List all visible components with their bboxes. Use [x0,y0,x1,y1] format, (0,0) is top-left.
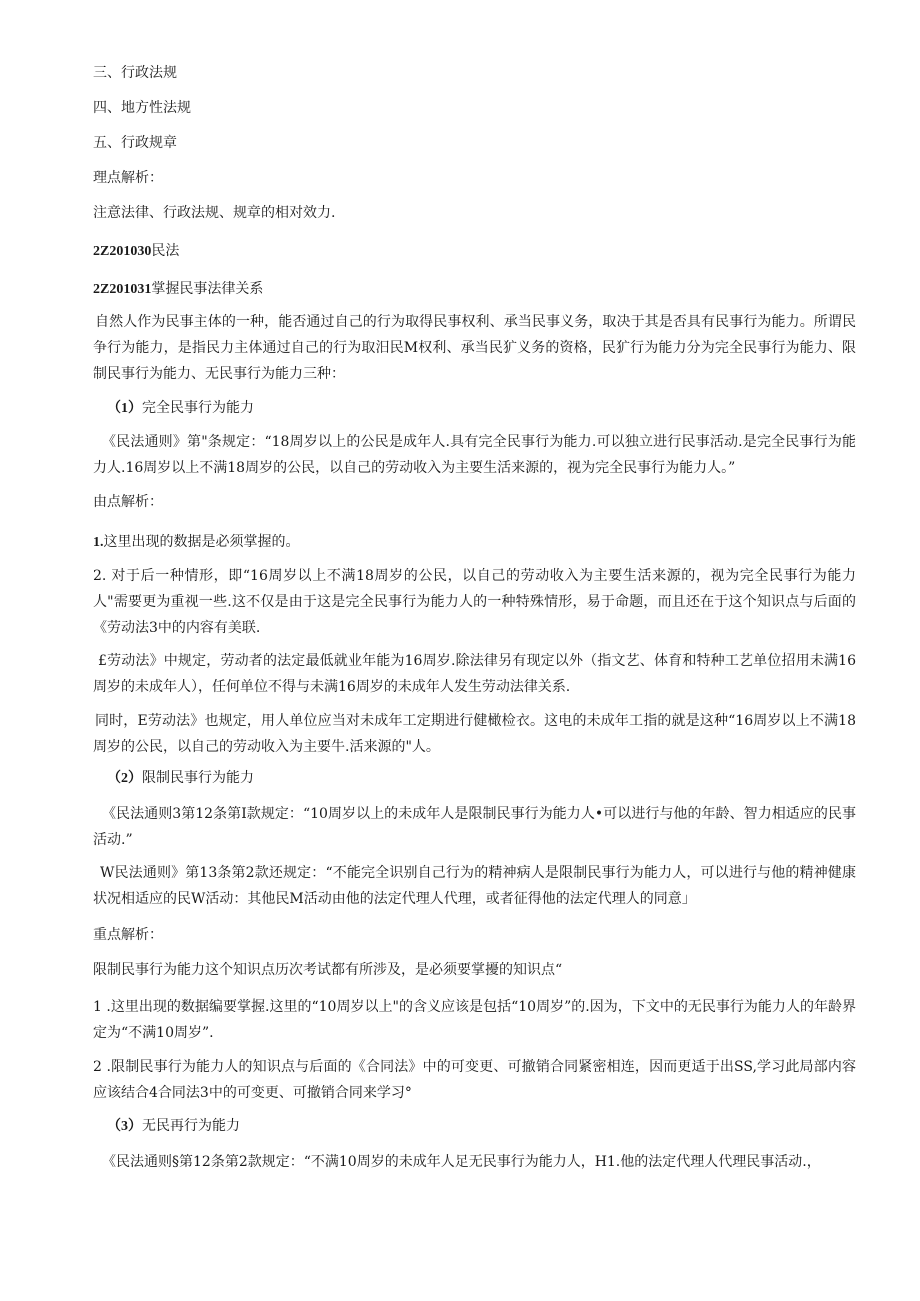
paragraph-civil-code-no-capacity: 《民法通则§第12条第2款规定：“不满10周岁的未成年人足无民事行为能力人，H1.他的法定代理人代理民事活动.， [102,1154,821,1170]
analysis-point-2: 2. 对于后一种情形，即“16周岁以上不满18周岁的公民，以自己的劳动收入为主要生活来源的，视为完全民事行为能力人"需要更为重视一些.这不仅是由于这是完全民事行为能力人的一种特殊情形，易于命题，而且还在于这个知识点与后面的《劳动法3中的内容有美联. [93,568,856,636]
section-heading-civil-relations [93,279,263,300]
analysis-label: 理点解析： [93,170,163,186]
section-title: 掌握民事法律关系 [151,281,264,297]
subsection-no-capacity [107,1116,240,1137]
paragraph-civil-code-full-capacity: 《民法通则》第"条规定：“18周岁以上的公民是成年人.具有完全民事行为能力.可以独立进行民事活动.是完全民事行为能力人.16周岁以上不满18周岁的公民，以自己的劳动收入为主要生活来源的，视为完全民事行为能力人。” [93,434,856,476]
paragraph-labor-law: £劳动法》中规定，劳动者的法定最低就业年能为16周岁.除法律另有现定以外（指文艺、体育和特种工艺单位招用未满16周岁的未成年人），任何单位不得与未满16周岁的未成年人发生劳动法律关系. [93,653,856,695]
key-analysis-text: 限制民事行为能力这个知识点历次考试都有所涉及，是必须要掌擾的知识点“ [93,962,563,978]
analysis-point-1 [93,532,300,553]
paragraph-capacity-intro: 自然人作为民事主体的一种，能否通过自己的行为取得民事权利、承当民事义务，取决于其是否具有民事行为能力。所谓民争行为能力，是指民力主体通过自己的行为取汨民M权利、承当民犷义务的资格，民犷行为能力分为完全民事行为能力、限制民事行为能力、无民事行为能力三种： [93,314,856,382]
analysis-label: 由点解析： [93,494,163,510]
subsection-number: （2） [107,771,142,786]
subsection-full-capacity [107,398,254,419]
subsection-number: （3） [107,1119,142,1134]
subsection-number: （1） [107,401,142,416]
section-heading-local-regulations: 四、地方性法规 [93,100,191,116]
chapter-title: 民法 [151,243,180,259]
key-point-2: 2 .限制民事行为能力人的知识点与后面的《合同法》中的可变更、可撤销合同紧密相连，因而更适于出SS,学习此局部内容应该结合4合同法3中的可变更、可撤销合同来学习° [93,1059,856,1101]
subsection-limited-capacity [107,768,254,789]
point-number: 1. [93,535,104,550]
paragraph-labor-law-minors: 同时，E劳动法》也规定，用人单位应当对未成年工定期进行健橄检衣。这电的未成年工指的就是这种“16周岁以上不满18周岁的公民，以自己的劳动收入为主要牛.活来源的"人。 [93,713,856,755]
key-analysis-label: 重点解析： [93,927,163,943]
chapter-code: 2Z201030 [93,244,152,259]
paragraph-civil-code-article-12: 《民法通则3第12条第I款规定：“10周岁以上的未成年人是限制民事行为能力人•可以进行与他的年龄、智力相适应的民事活动.” [93,806,856,848]
chapter-heading-civil-law [93,241,179,262]
section-heading-administrative-regulations: 三、行政法规 [93,65,177,81]
subsection-title: 完全民事行为能力 [142,400,254,416]
subsection-title: 限制民事行为能力 [142,770,254,786]
key-point-1: 1 .这里出现的数据编要掌握.这里的“10周岁以上"的含义应该是包括“10周岁”的.因为，下文中的无民事行为能力人的年龄界定为“不满10周岁”. [93,999,856,1041]
point-text: 这里出现的数据是必须掌握的。 [103,534,300,550]
section-heading-administrative-rules: 五、行政规章 [93,135,177,151]
analysis-text: 注意法律、行政法规、规章的相对效力. [93,205,336,221]
subsection-title: 无民再行为能力 [142,1118,240,1134]
section-code: 2Z201031 [93,282,152,297]
paragraph-civil-code-article-13: W民法通则》第13条第2款还规定：“不能完全识别自己行为的精神病人是限制民事行为能力人，可以进行与他的精神健康状况相适应的民W活动：其他民M活动由他的法定代理人代理，或者征得他的法定代理人的同意」 [93,865,856,907]
